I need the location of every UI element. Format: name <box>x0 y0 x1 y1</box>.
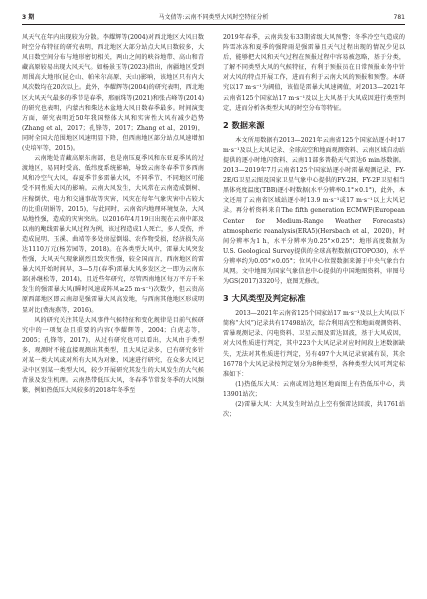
paragraph: 2013—2021年云南省125个国家站17 m·s⁻¹及以上大风(以下简称“大风”)记录共有17498站次，综合利用高空和地面观测资料、雷暴观测记录、闪电资料、卫星云图及雷达回波，基于大风成因，对大风性质进行判定，其中223个大风记录对应时间段上述数据缺失，无法对其性质进行判定，另有497个大风记录衰减有误，其余16778个大风记录按判定划分为8种类型，各种类型大风可判定标准如下： <box>223 310 405 378</box>
running-title: 马文倩等:云南不同类型大风时空特征分析 <box>158 14 269 21</box>
section-heading-data-sources: 2 数据来源 <box>223 119 265 130</box>
list-item: (2)雷暴大风：大风发生时站点上空有强雷达回波，共1761站次； <box>223 401 405 419</box>
paragraph: 云南地处青藏高原东南部，也是南压夏季风和东亚夏季风的过渡地区，易同时受高、低纬度系统影响，导致云南冬春季节多西南风和冷空气大风，春夏季节多雷暴大风，不同季节、不同地区可能受不同性质大风的影响。云南大风发生，大风常在云南造成倒树、庄稼倒伏、电力和交通事故等灾害，风灾在每年气象灾害中占较大的比重(胡娟等，2015)，与此同时，云南省内地理环境复杂，大风局地性强，造成的灾害突出。以2016年4月19日出现在云南中部及以南的飑线雷暴大风过程为例，该过程造成1人死亡，多人受伤，并造成昆明、玉溪、曲靖等多处房屋倒塌、农作物受损，经济损失高达1110万元(杨芳园等，2018)。在各类型大风中，雷暴大风突发性强，大风天气现象剧烈且致灾性强，较全国而言，西南地区的雷暴大风开始时间早，3—5月(春季)雷暴大风多发区之一即为云南东部(孙继松等，2014)，且近些年研究，尽管西南地区每万平方千米发生的强雷暴大风(瞬时风速或阵风≥25 m·s⁻¹)次数少，但云贵高原西部地区即云南却是强雷暴大风高发地，与西南其他地区形成明显对比(费海燕等，2016)。 <box>22 155 204 314</box>
section-heading-wind-types: 3 大风类型及判定标准 <box>223 293 306 304</box>
page-number: 781 <box>393 14 405 21</box>
paragraph: 风天气在年内出现较为分散。李耀辉等(2004)对西北地区大风日数时空分布特征的研究表明，西北地区大部分站点大风日数较多，大风日数空间分布与地形密切相关，两山之间的峡谷地带、高山和青藏高原较易出现大风天气。如杨景玉等(2023)指出，南疆地区受到周围高大地形(昆仑山、帕米尔高原、天山)影响，该地区只有内大风次数均在20次以上。此外，李耀辉等(2004)的研究表明，西北地区大风天气最多的季节是春季，邢丽珠等(2021)和张占峰等(2014)的研究也表明，内蒙古和柴达木盆地大风日数春季最多。时间演变方面，研究表明近50年我国整体大风和实害性大风有减少趋势(Zhang et al，2017；孔锋等，2017；Zhang et al，2019)，同时全国大范围地区风速明显下降，但西南地区部分站点风速增加(史培军等，2015)。 <box>22 34 204 153</box>
paragraph: 本文所用数据有2013—2021年云南省125个国家站逐小时17 m·s⁻¹及以上大风记录、全球高空和地面观测资料、云南区域自动站提供的逐小时地闪资料、云南11部多普勒天气雷达6 min基数据。2013—2019年7月云南省125个国家站逐小时雷暴观测记录、FY-2E/G卫星云图及国家卫星气象中心提供的FY-2H、FY-2F卫星相当黑体亮度温度(TBB)逐小时数据(水平分辨率0.1°×0.1°)，此外，本文还用了云南省区域站逐小时13.9 m·s⁻¹或17 m·s⁻¹以上大风记录。再分析资料来自The fifth generation ECMWF(European Center for Medium-Range Weather Forecasts) atmospheric reanalysis(ERA5)(Hersbach et al，2020)，时间分辨率为1 h，水平分辨率为0.25°×0.25°；地形高度数据为U.S. Geological Survey提供的全球高程数据(GTOPO30)，水平分辨率约为0.05°×0.05°；位风中心位置数据来源于中央气象台台风网。文中地图为国家气象信息中心提供的中国地图资料，审图号为GS(2017)3320号，底图无修改。 <box>223 136 405 286</box>
paragraph: 风的研究关注其是大风事件气候特征和变化规律是目前气候研究中的一项复杂且重要的内容(李耀辉等，2004；白虎志等，2005；孔锋等，2017)，从过有研究也可以看出，大风由于类型多，观测时不能直接观测出其类型，且大风记录多，已有研究多针对某一类大风或对所有大风为对象，风速进行研究，在众多大风记录中区别某一类型大风，较少开展研究其发生的大风发生的大气候背景及发生机理。云南热带低压大风，冬春季节常发冬季的大风频繁，例如热低压大风较多的2018年冬季至 <box>22 316 204 395</box>
paragraph: 2019年春季，云南共发布33期省级大风预警；冬季冷空气造成的阵雪冰冻和夏季的强降雨是强雷暴且天气过程出现的情况少见以后，能够把大风和天气过程在预报过程中容易被忽略，基于分类，了解不同类型大风的气候特征，有利于预报员在日常预报业务中针对大风的特点开展工作，进而有利于云南大风的预报和预警。本研究以17 m·s⁻¹为阈值，该值是雷暴大风速阈值，对2013—2021年云南省125个国家站17 m·s⁻¹及以上大风基于大风成因进行类型判定，进而分析各类型大风的时空分布等特征。 <box>223 34 405 112</box>
page-header <box>22 13 405 25</box>
issue-number: 3 期 <box>22 14 35 21</box>
list-item: (1)热低压大风：云南或周边地区地面图上有热低压中心，共13901站次； <box>223 380 405 398</box>
left-column <box>22 33 204 589</box>
right-column <box>223 33 405 589</box>
